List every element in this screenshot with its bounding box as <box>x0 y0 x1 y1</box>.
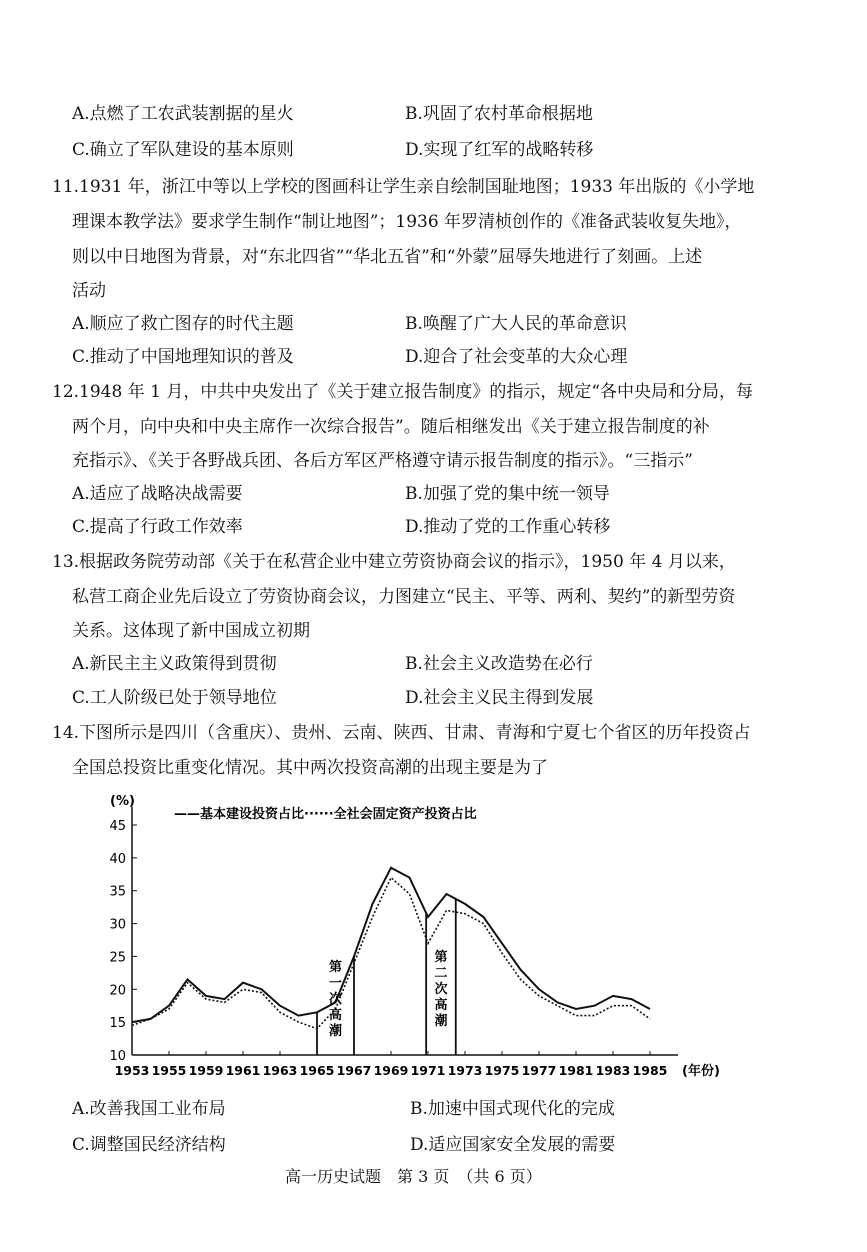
x-tick-label: 1963 <box>262 1063 298 1078</box>
investment-share-chart <box>60 785 760 1085</box>
x-tick-label: 1965 <box>299 1063 335 1078</box>
q12-option-b: B.加强了党的集中统一领导 <box>405 484 610 504</box>
q14-option-c: C.调整国民经济结构 <box>72 1135 226 1155</box>
annotation-first-boom: 第一次高潮 <box>328 960 343 1039</box>
y-tick-label: 45 <box>109 819 126 834</box>
y-tick-label: 35 <box>109 884 126 900</box>
q14-option-d: D.适应国家安全发展的需要 <box>410 1135 616 1155</box>
q14-stem-line: 14.下图所示是四川（含重庆）、贵州、云南、陕西、甘肃、青海和宁夏七个省区的历年投资占 <box>52 723 751 743</box>
x-tick-label: 1967 <box>336 1063 372 1078</box>
q11-stem-line: 11.1931 年，浙江中等以上学校的图画科让学生亲自绘制国耻地图；1933 年出版的《小学地 <box>52 177 755 197</box>
x-tick-label: 1955 <box>151 1063 187 1078</box>
q14-option-b: B.加速中国式现代化的完成 <box>410 1099 615 1119</box>
series-line-basic-construction <box>132 868 650 1022</box>
q12-stem-line: 两个月，向中央和中央主席作一次综合报告”。随后相继发出《关于建立报告制度的补 <box>72 417 710 437</box>
page-footer: 高一历史试题 第 3 页 （共 6 页） <box>285 1167 542 1186</box>
q10-option-c: C.确立了军队建设的基本原则 <box>72 140 294 160</box>
y-tick-label: 40 <box>109 851 126 867</box>
q10-option-d: D.实现了红军的战略转移 <box>405 140 594 160</box>
q13-option-c: C.工人阶级已处于领导地位 <box>72 688 277 708</box>
q11-stem-line: 则以中日地图为背景，对“东北四省”“华北五省”和“外蒙”屈辱失地进行了刻画。上述 <box>72 247 703 267</box>
y-tick-label: 20 <box>109 983 126 999</box>
q14-option-a: A.改善我国工业布局 <box>72 1099 226 1119</box>
x-tick-label: 1961 <box>225 1063 261 1078</box>
q13-stem-line: 关系。这体现了新中国成立初期 <box>72 621 310 641</box>
y-tick-label: 25 <box>109 950 126 966</box>
q12-stem-line: 12.1948 年 1 月，中共中央发出了《关于建立报告制度》的指示，规定“各中央局和分局，每 <box>52 382 754 402</box>
q12-option-c: C.提高了行政工作效率 <box>72 517 243 537</box>
q13-stem-line: 私营工商企业先后设立了劳资协商会议，力图建立“民主、平等、两利、契约”的新型劳资 <box>72 587 736 607</box>
q14-stem-line: 全国总投资比重变化情况。其中两次投资高潮的出现主要是为了 <box>72 758 548 778</box>
q10-option-b: B.巩固了农村革命根据地 <box>405 104 593 124</box>
q11-option-d: D.迎合了社会变革的大众心理 <box>405 347 628 367</box>
q12-option-d: D.推动了党的工作重心转移 <box>405 517 611 537</box>
x-tick-label: 1969 <box>373 1063 409 1078</box>
q11-option-a: A.顺应了救亡图存的时代主题 <box>72 314 294 334</box>
q13-option-d: D.社会主义民主得到发展 <box>405 688 594 708</box>
q11-option-b: B.唤醒了广大人民的革命意识 <box>405 314 627 334</box>
q10-option-a: A.点燃了工农武装割据的星火 <box>72 104 294 124</box>
q13-stem-line: 13.根据政务院劳动部《关于在私营企业中建立劳资协商会议的指示》，1950 年 4 月以来， <box>52 552 736 572</box>
x-axis-label: (年份) <box>682 1064 720 1079</box>
q11-stem-line: 理课本教学法》要求学生制作“制让地图”；1936 年罗清桢创作的《准备武装收复失地》， <box>72 212 742 232</box>
q11-stem-line: 活动 <box>72 281 106 301</box>
x-tick-label: 1959 <box>188 1063 224 1078</box>
q13-option-a: A.新民主主义政策得到贯彻 <box>72 654 277 674</box>
x-tick-label: 1983 <box>595 1063 631 1078</box>
y-tick-label: 15 <box>109 1016 126 1032</box>
x-tick-label: 1977 <box>521 1063 557 1078</box>
q12-stem-line: 充指示》、《关于各野战兵团、各后方军区严格遵守请示报告制度的指示》。“三指示” <box>72 451 693 471</box>
x-tick-label: 1953 <box>114 1063 150 1078</box>
q11-option-c: C.推动了中国地理知识的普及 <box>72 347 294 367</box>
series-line-fixed-assets <box>132 878 650 1029</box>
x-tick-label: 1975 <box>484 1063 520 1078</box>
q12-option-a: A.适应了战略决战需要 <box>72 484 243 504</box>
x-tick-label: 1981 <box>558 1063 594 1078</box>
chart-legend: ——基本建设投资占比······全社会固定资产投资占比 <box>174 807 477 822</box>
q13-option-b: B.社会主义改造势在必行 <box>405 654 593 674</box>
x-tick-label: 1973 <box>447 1063 483 1078</box>
annotation-second-boom: 第二次高潮 <box>434 950 448 1029</box>
y-tick-label: 10 <box>109 1049 126 1064</box>
y-axis-label: (%) <box>110 794 135 809</box>
x-tick-label: 1971 <box>410 1063 446 1078</box>
y-tick-label: 30 <box>109 917 126 933</box>
x-tick-label: 1985 <box>632 1063 668 1078</box>
